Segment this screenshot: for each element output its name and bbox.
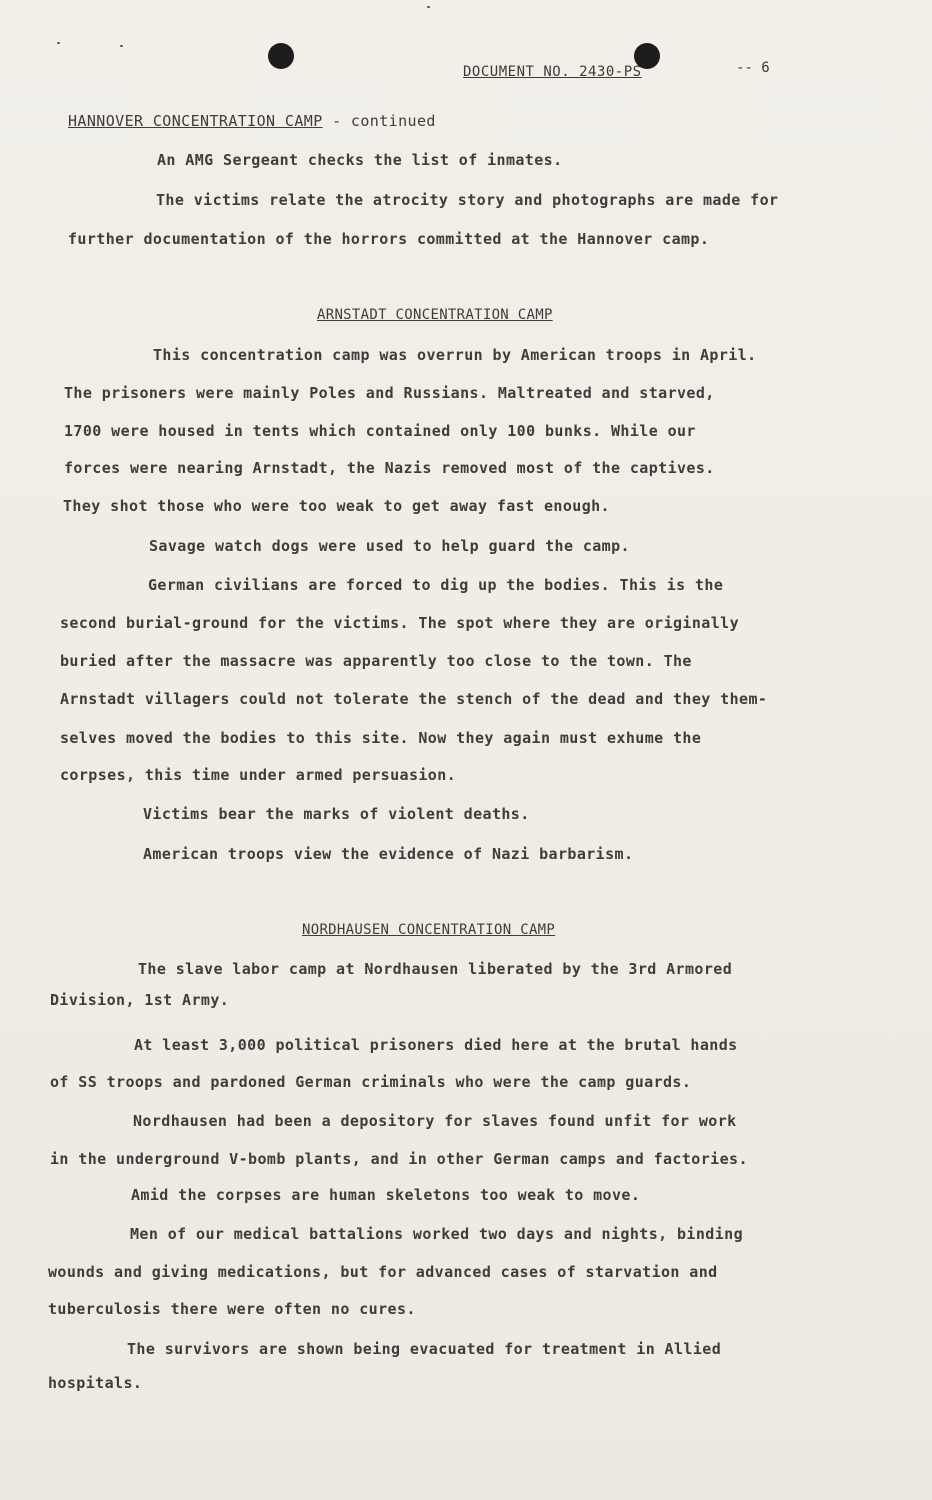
section-title: HANNOVER CONCENTRATION CAMP xyxy=(68,112,323,130)
text-line: They shot those who were too weak to get away fast enough. xyxy=(63,497,610,515)
text-line: further documentation of the horrors committed at the Hannover camp. xyxy=(68,230,710,248)
text-line: second burial-ground for the victims. The spot where they are originally xyxy=(60,614,740,632)
text-line: buried after the massacre was apparently too close to the town. The xyxy=(60,652,692,670)
speck-mark xyxy=(57,42,60,44)
page-number: -- 6 xyxy=(736,60,770,76)
text-line: tuberculosis there were often no cures. xyxy=(48,1300,416,1318)
text-line: The prisoners were mainly Poles and Russians. Maltreated and starved, xyxy=(64,384,715,402)
text-line: The slave labor camp at Nordhausen liberated by the 3rd Armored xyxy=(138,960,733,978)
text-line: 1700 were housed in tents which contained only 100 bunks. While our xyxy=(64,422,696,440)
text-line: selves moved the bodies to this site. Now they again must exhume the xyxy=(60,729,702,747)
section-title-suffix: - continued xyxy=(322,112,436,130)
text-line: hospitals. xyxy=(48,1374,143,1392)
speck-mark xyxy=(427,6,430,8)
text-line: German civilians are forced to dig up the bodies. This is the xyxy=(148,576,724,594)
text-line: Amid the corpses are human skeletons too weak to move. xyxy=(131,1186,641,1204)
speck-mark xyxy=(120,45,123,47)
punch-hole-left xyxy=(268,43,294,69)
document-number: DOCUMENT NO. 2430-PS xyxy=(463,64,642,80)
text-line: wounds and giving medications, but for advanced cases of starvation and xyxy=(48,1263,718,1281)
text-line: American troops view the evidence of Nazi barbarism. xyxy=(143,845,634,863)
text-line: Victims bear the marks of violent deaths. xyxy=(143,805,530,823)
text-line: Nordhausen had been a depository for slaves found unfit for work xyxy=(133,1112,737,1130)
text-line: Arnstadt villagers could not tolerate the stench of the dead and they them- xyxy=(60,690,768,708)
text-line: At least 3,000 political prisoners died here at the brutal hands xyxy=(134,1036,738,1054)
text-line: This concentration camp was overrun by American troops in April. xyxy=(153,346,757,364)
text-line: forces were nearing Arnstadt, the Nazis removed most of the captives. xyxy=(64,459,715,477)
text-line: The victims relate the atrocity story and photographs are made for xyxy=(156,191,779,209)
text-line: in the underground V-bomb plants, and in other German camps and factories. xyxy=(50,1150,748,1168)
text-line: An AMG Sergeant checks the list of inmates. xyxy=(157,151,563,169)
text-line: The survivors are shown being evacuated for treatment in Allied xyxy=(127,1340,722,1358)
text-line: Men of our medical battalions worked two days and nights, binding xyxy=(130,1225,743,1243)
section-title: NORDHAUSEN CONCENTRATION CAMP xyxy=(302,922,556,938)
text-line: of SS troops and pardoned German criminals who were the camp guards. xyxy=(50,1073,692,1091)
text-line: Savage watch dogs were used to help guard the camp. xyxy=(149,537,630,555)
section-title: ARNSTADT CONCENTRATION CAMP xyxy=(317,307,553,323)
text-line: corpses, this time under armed persuasion. xyxy=(60,766,457,784)
section-heading-hannover xyxy=(68,112,436,130)
text-line: Division, 1st Army. xyxy=(50,991,230,1009)
